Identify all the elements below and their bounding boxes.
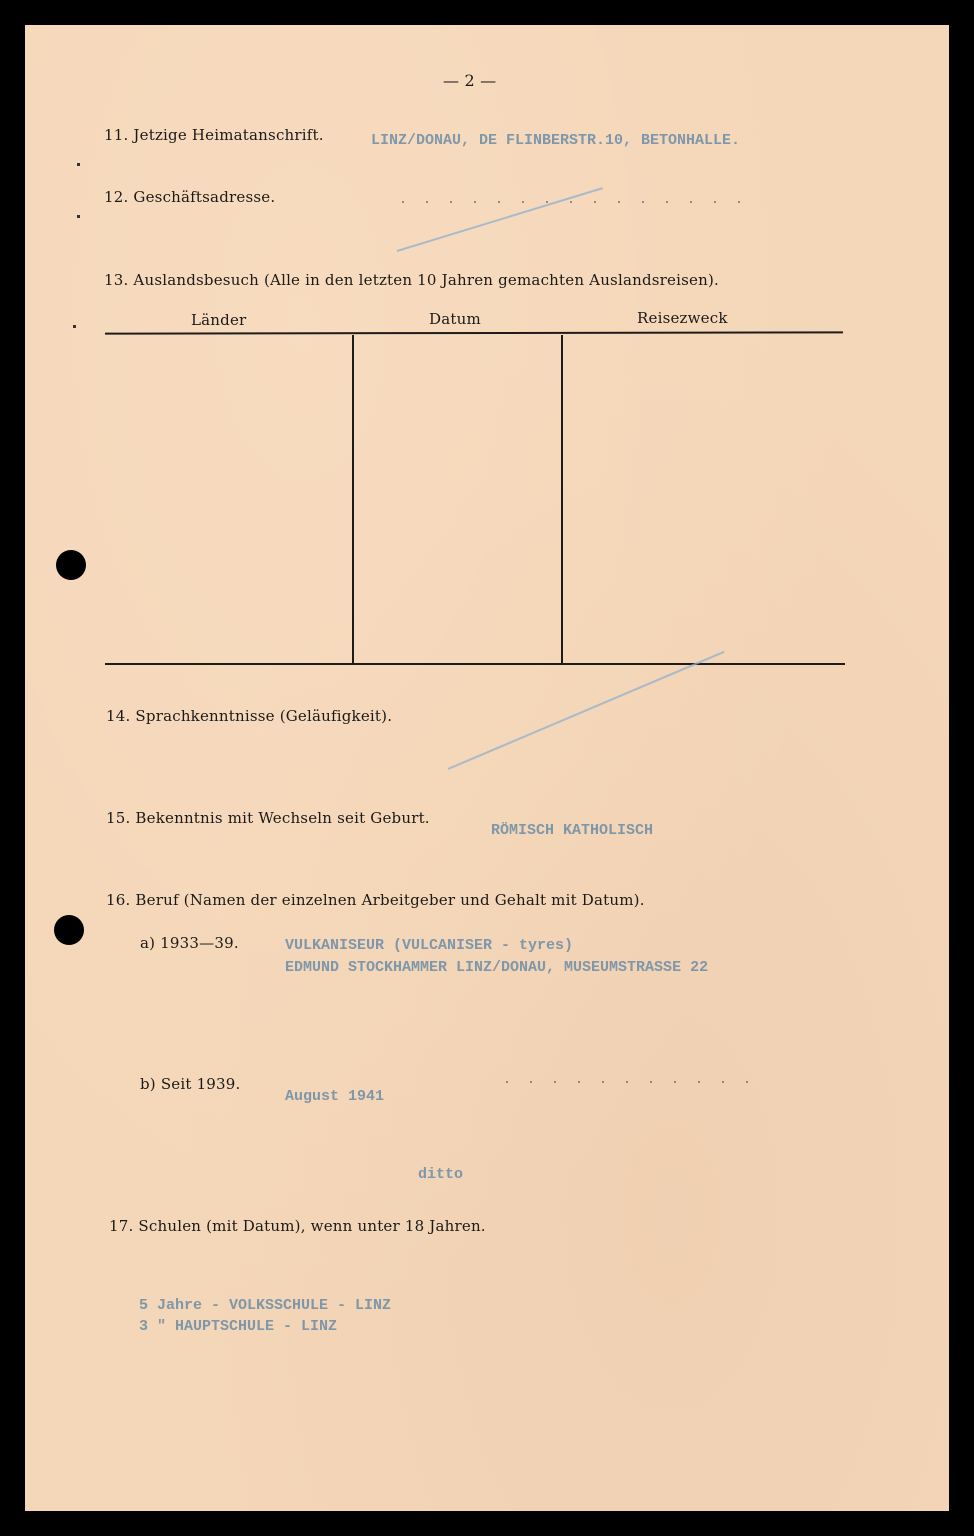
question-16a-answer-line2: EDMUND STOCKHAMMER LINZ/DONAU, MUSEUMSTRASSE 22 [285,959,709,976]
pencil-stroke [448,651,725,770]
pencil-stroke [397,187,603,252]
question-16a-label: a) 1933—39. [140,934,239,952]
question-13-label: 13. Auslandsbesuch (Alle in den letzten 10 Jahren gemachten Auslandsreisen). [104,271,719,289]
margin-tick [77,163,80,166]
question-11-answer: LINZ/DONAU, DE FLINBERSTR.10, BETONHALLE. [371,132,741,149]
answer-line-dots [495,1081,755,1083]
question-17-label: 17. Schulen (mit Datum), wenn unter 18 Jahren. [109,1217,486,1235]
question-11-label: 11. Jetzige Heimatanschrift. [104,126,324,144]
question-14-label: 14. Sprachkenntnisse (Geläufigkeit). [106,707,393,725]
margin-tick [77,215,80,218]
question-12-label: 12. Geschäftsadresse. [104,188,276,206]
table-top-rule [105,331,843,334]
table-column-divider-2 [561,335,563,665]
answer-line-dots [391,201,751,203]
table-header-reisezweck: Reisezweck [637,309,728,327]
question-16b-label: b) Seit 1939. [140,1075,241,1093]
question-16b-answer-line1: August 1941 [285,1088,385,1105]
table-column-divider-1 [352,335,354,665]
question-16-label: 16. Beruf (Namen der einzelnen Arbeitgeber und Gehalt mit Datum). [106,891,645,909]
punch-hole [56,550,86,580]
question-16b-answer-line2: ditto [418,1166,464,1183]
question-17-answer-line1: 5 Jahre - VOLKSSCHULE - LINZ [139,1297,392,1314]
table-bottom-rule [105,663,845,665]
question-15-label: 15. Bekenntnis mit Wechseln seit Geburt. [106,809,430,827]
question-16a-answer-line1: VULKANISEUR (VULCANISER - tyres) [285,937,574,954]
page-number: — 2 — [443,71,497,90]
table-header-laender: Länder [191,311,247,329]
question-17-answer-line2: 3 " HAUPTSCHULE - LINZ [139,1318,338,1335]
margin-tick [73,325,76,328]
document-page [25,25,949,1511]
question-15-answer: RÖMISCH KATHOLISCH [491,822,654,839]
table-header-datum: Datum [429,310,481,328]
punch-hole [54,915,84,945]
